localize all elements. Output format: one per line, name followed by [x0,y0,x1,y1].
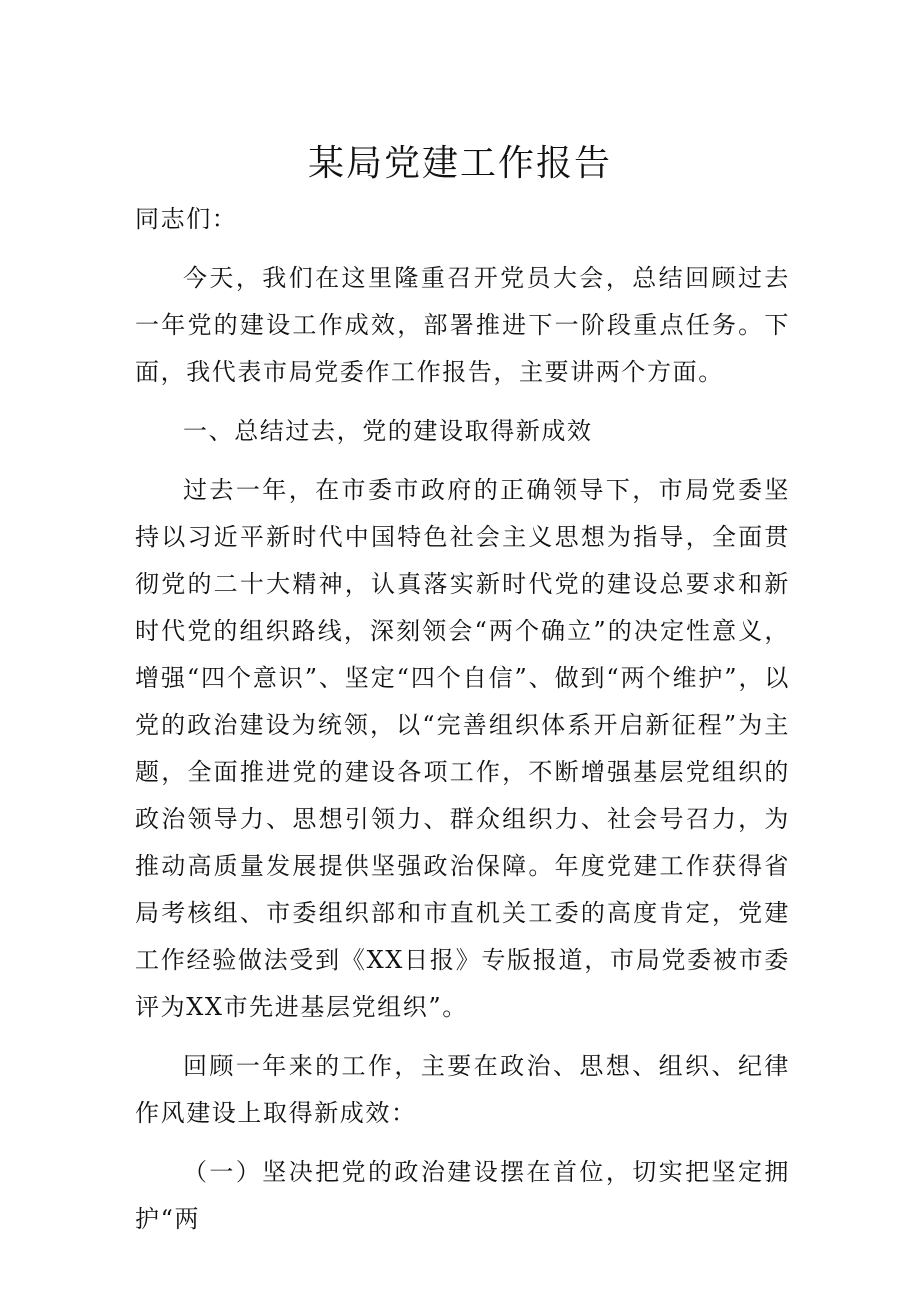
paragraph-summary: 过去一年，在市委市政府的正确领导下，市局党委坚持以习近平新时代中国特色社会主义思想为指导，全面贯彻党的二十大精神，认真落实新时代党的建设总要求和新时代党的组织路线，深刻领会“两个确立”的决定性意义，增强“四个意识”、坚定“四个自信”、做到“两个维护”，以党的政治建设为统领，以“完善组织体系开启新征程”为主题，全面推进党的建设各项工作，不断增强基层党组织的政治领导力、思想引领力、群众组织力、社会号召力，为推动高质量发展提供坚强政治保障。年度党建工作获得省局考核组、市委组织部和市直机关工委的高度肯定，党建工作经验做法受到《XX日报》专版报道，市局党委被市委评为XX市先进基层党组织”。 [135,476,790,1021]
salutation: 同志们： [135,205,238,233]
document-title: 某局党建工作报告 [307,143,612,184]
paragraph-review: 回顾一年来的工作，主要在政治、思想、组织、纪律作风建设上取得新成效： [135,1052,790,1127]
paragraph-intro: 今天，我们在这里隆重召开党员大会，总结回顾过去一年党的建设工作成效，部署推进下一阶段重点任务。下面，我代表市局党委作工作报告，主要讲两个方面。 [135,264,790,386]
subsection-heading-1: （一）坚决把党的政治建设摆在首位，切实把坚定拥护“两 [135,1158,790,1233]
section-heading-1: 一、总结过去，党的建设取得新成效 [183,417,593,445]
document-body [135,196,790,1243]
